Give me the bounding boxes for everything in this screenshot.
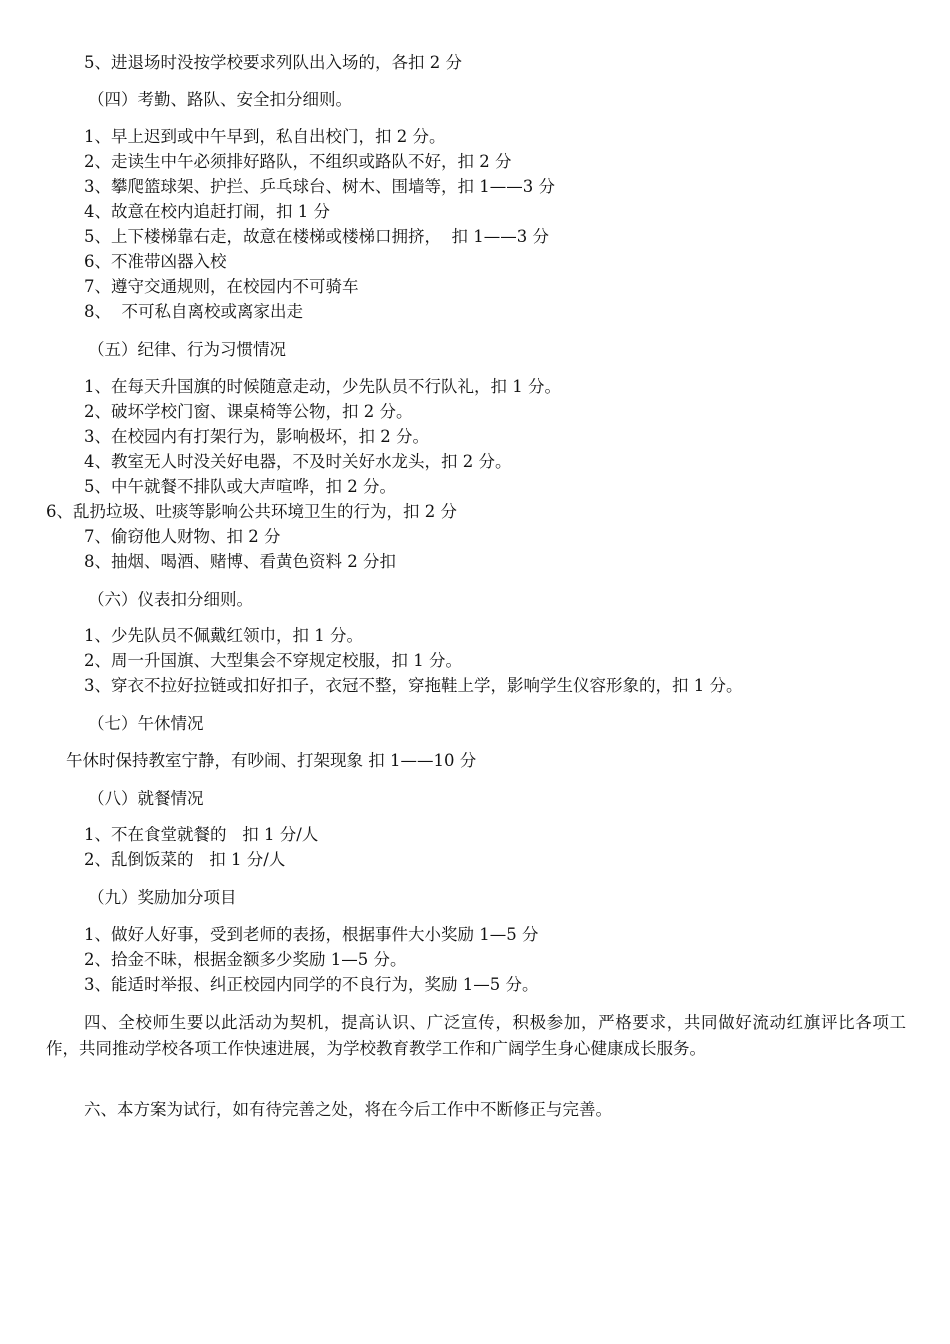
section-heading-9: （九）奖励加分项目: [88, 888, 237, 907]
paragraph-6-text: 六、本方案为试行，如有待完善之处，将在今后工作中不断修正与完善。: [84, 1100, 612, 1119]
list-item: 2、破坏学校门窗、课桌椅等公物，扣 2 分。: [84, 402, 413, 421]
section-heading-8: （八）就餐情况: [88, 789, 204, 808]
list-item: 5、上下楼梯靠右走，故意在楼梯或楼梯口拥挤， 扣 1——3 分: [84, 227, 549, 246]
list-item: 1、早上迟到或中午早到，私自出校门，扣 2 分。: [84, 127, 446, 146]
list-item: 3、能适时举报、纠正校园内同学的不良行为，奖励 1—5 分。: [84, 975, 539, 994]
list-item: 1、做好人好事，受到老师的表扬，根据事件大小奖励 1—5 分: [84, 925, 539, 944]
list-item: 4、故意在校内追赶打闹，扣 1 分: [84, 202, 330, 221]
list-item: 4、教室无人时没关好电器，不及时关好水龙头，扣 2 分。: [84, 452, 512, 471]
list-item: 3、穿衣不拉好拉链或扣好扣子，衣冠不整，穿拖鞋上学，影响学生仪容形象的，扣 1 分。: [84, 676, 743, 695]
rule-line-top: 5、进退场时没按学校要求列队出入场的，各扣 2 分: [84, 53, 462, 72]
list-item: 8、 不可私自离校或离家出走: [84, 302, 303, 321]
list-item: 2、走读生中午必须排好路队，不组织或路队不好，扣 2 分: [84, 152, 512, 171]
list-item: 6、不准带凶器入校: [84, 252, 227, 271]
section-text-7: 午休时保持教室宁静，有吵闹、打架现象 扣 1——10 分: [66, 751, 477, 770]
list-item: 1、在每天升国旗的时候随意走动，少先队员不行队礼，扣 1 分。: [84, 377, 561, 396]
paragraph-4-text: 四、全校师生要以此活动为契机，提高认识、广泛宣传，积极参加，严格要求，共同做好流动红旗评比各项工作，共同推动学校各项工作快速进展，为学校教育教学工作和广阔学生身心健康成长服务。: [46, 1013, 906, 1058]
paragraph-6: [46, 1097, 906, 1123]
list-item: 6、乱扔垃圾、吐痰等影响公共环境卫生的行为，扣 2 分: [46, 502, 457, 521]
list-item: 2、周一升国旗、大型集会不穿规定校服，扣 1 分。: [84, 651, 462, 670]
list-item: 3、在校园内有打架行为，影响极坏，扣 2 分。: [84, 427, 429, 446]
section-heading-7: （七）午休情况: [88, 714, 204, 733]
list-item: 2、乱倒饭菜的 扣 1 分/人: [84, 850, 286, 869]
section-heading-6: （六）仪表扣分细则。: [88, 590, 253, 609]
list-item: 3、攀爬篮球架、护拦、乒乓球台、树木、围墙等，扣 1——3 分: [84, 177, 555, 196]
list-item: 5、中午就餐不排队或大声喧哗，扣 2 分。: [84, 477, 396, 496]
list-item: 2、拾金不昧，根据金额多少奖励 1—5 分。: [84, 950, 407, 969]
list-item: 7、遵守交通规则，在校园内不可骑车: [84, 277, 359, 296]
paragraph-4: [46, 1010, 906, 1062]
list-item: 1、不在食堂就餐的 扣 1 分/人: [84, 825, 319, 844]
list-item: 7、偷窃他人财物、扣 2 分: [84, 527, 281, 546]
section-heading-4: （四）考勤、路队、安全扣分细则。: [88, 90, 352, 109]
section-heading-5: （五）纪律、行为习惯情况: [88, 340, 286, 359]
list-item: 1、少先队员不佩戴红领巾，扣 1 分。: [84, 626, 363, 645]
list-item: 8、抽烟、喝酒、赌博、看黄色资料 2 分扣: [84, 552, 396, 571]
